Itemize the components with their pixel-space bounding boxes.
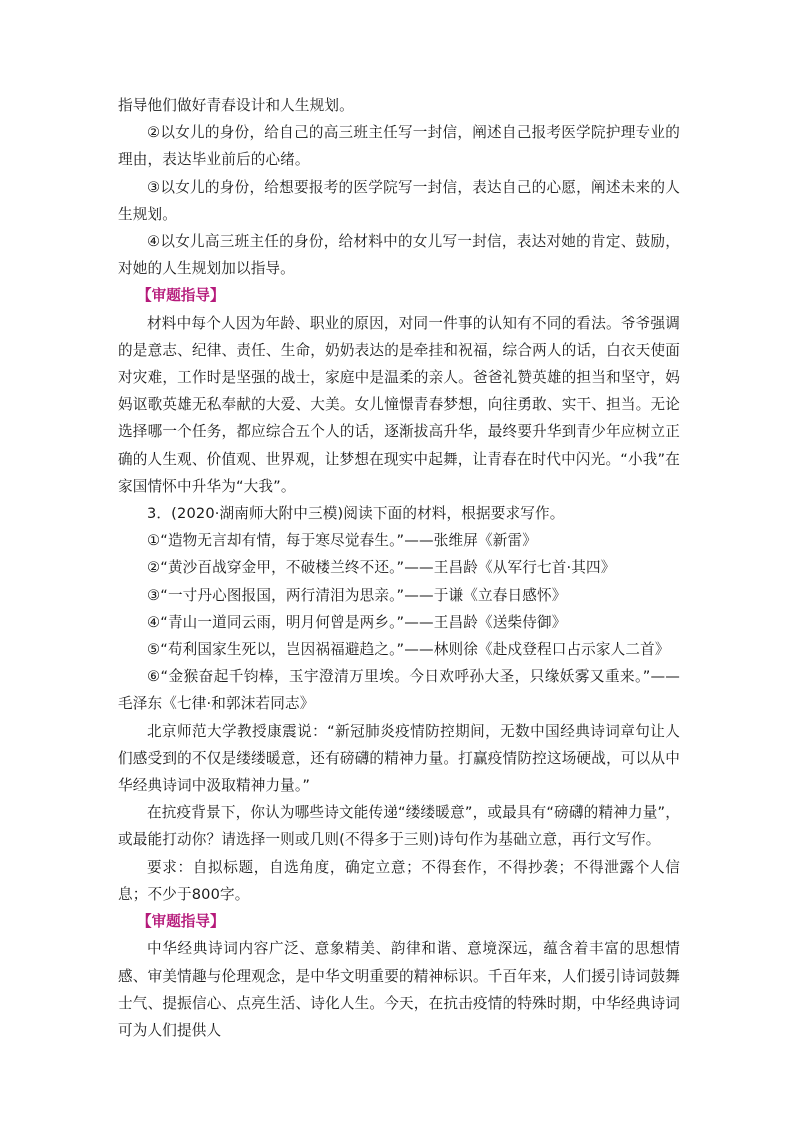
poem-2: ②“黄沙百战穿金甲，不破楼兰终不还。”——王昌龄《从军行七首·其四》 [147,559,616,577]
document-body [118,92,680,1044]
option-2: ②以女儿的身份，给自己的高三班主任写一封信，阐述自己报考医学院护理专业的理由，表达毕业前后的心绪。 [118,124,680,169]
option-4: ④以女儿高三班主任的身份，给材料中的女儿写一封信，表达对她的肯定、鼓励，对她的人生规划加以指导。 [118,233,680,278]
poem-1: ①“造物无言却有情，每于寒尽觉春生。”——张维屏《新雷》 [147,532,537,550]
task-paragraph: 在抗疫背景下，你认为哪些诗文能传递“缕缕暖意”，或最具有“磅礴的精神力量”，或最能打动你？请选择一则或几则(不得多于三则)诗句作为基础立意，再行文写作。 [118,804,680,849]
guide-paragraph: 材料中每个人因为年龄、职业的原因，对同一件事的认知有不同的看法。爷爷强调的是意志、纪律、责任、生命，奶奶表达的是牵挂和祝福，综合两人的话，白衣天使面对灾难，工作时是坚强的战士，家庭中是温柔的亲人。爸爸礼赞英雄的担当和坚守，妈妈讴歌英雄无私奉献的大爱、大美。女儿憧憬青春梦想，向往勇敢、实干、担当。无论选择哪一个任务，都应综合五个人的话，逐渐拔高升华，最终要升华到青少年应树立正确的人生观、价值观、世界观，让梦想在现实中起舞，让青春在时代中闪光。“小我”在家国情怀中升华为“大我”。 [118,314,680,495]
poem-4: ④“青山一道同云雨，明月何曾是两乡。”——王昌龄《送柴侍御》 [147,613,567,631]
quote-paragraph: 北京师范大学教授康震说：“新冠肺炎疫情防控期间，无数中国经典诗词章句让人们感受到的不仅是缕缕暖意，还有磅礴的精神力量。打赢疫情防控这场硬战，可以从中华经典诗词中汲取精神力量。” [118,722,680,795]
guide-heading-2: 【审题指导】 [137,913,225,931]
paragraph-continuation: 指导他们做好青春设计和人生规划。 [118,97,354,114]
poem-5: ⑤“苟利国家生死以，岂因祸福避趋之。”——林则徐《赴戍登程口占示家人二首》 [147,641,670,659]
guide-paragraph-2: 中华经典诗词内容广泛、意象精美、韵律和谐、意境深远，蕴含着丰富的思想情感、审美情趣与伦理观念，是中华文明重要的精神标识。千百年来，人们援引诗词鼓舞士气、提振信心、点亮生活、诗化人生。今天，在抗击疫情的特殊时期，中华经典诗词可为人们提供人 [118,940,680,1039]
question-3-prompt: 3．(2020·湖南师大附中三模)阅读下面的材料，根据要求写作。 [147,505,565,523]
poem-3: ③“一寸丹心图报国，两行清泪为思亲。”——于谦《立春日感怀》 [147,586,567,604]
guide-heading: 【审题指导】 [137,287,225,305]
requirement-paragraph: 要求：自拟标题，自选角度，确定立意；不得套作，不得抄袭；不得泄露个人信息；不少于800字。 [118,858,680,903]
option-3: ③以女儿的身份，给想要报考的医学院写一封信，表达自己的心愿，阐述未来的人生规划。 [118,178,680,223]
poem-6: ⑥“金猴奋起千钧棒，玉宇澄清万里埃。今日欢呼孙大圣，只缘妖雾又重来。”——毛泽东《七律·和郭沫若同志》 [118,668,680,713]
